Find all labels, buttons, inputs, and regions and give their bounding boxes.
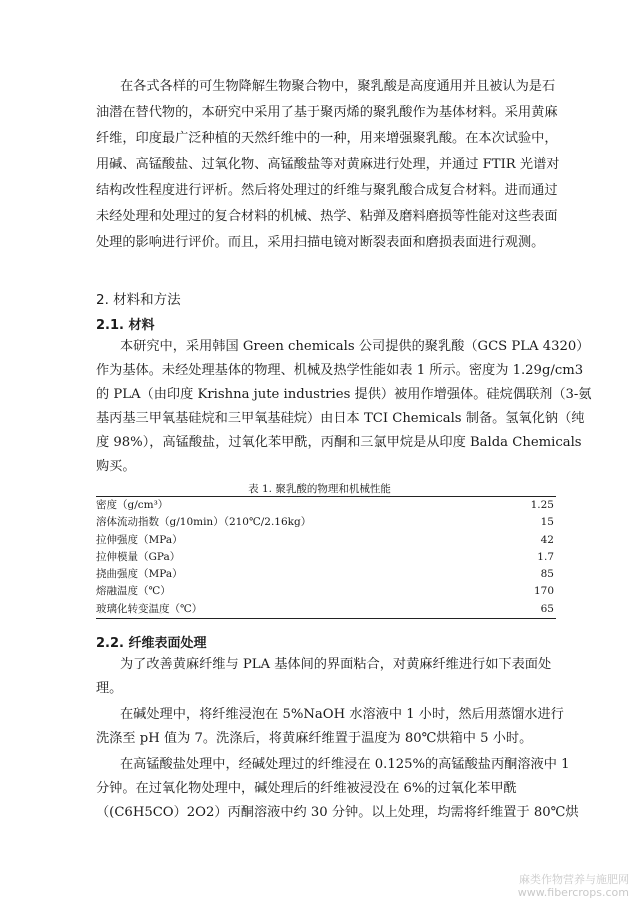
materials-line: 购买。 xyxy=(96,459,136,474)
property-value: 1.7 xyxy=(537,550,554,563)
intro-line: 用碱、高锰酸盐、过氧化物、高锰酸盐等对黄麻进行处理，并通过 FTIR 光谱对 xyxy=(96,157,560,172)
section-heading-2: 2. 材料和方法 xyxy=(96,292,181,308)
property-name: 溶体流动指数（g/10min）（210℃/2.16kg） xyxy=(96,516,312,529)
intro-line: 在各式各样的可生物降解生物聚合物中，聚乳酸是高度通用并且被认为是石 xyxy=(120,79,556,94)
table-row xyxy=(96,514,556,531)
table-row xyxy=(96,566,556,583)
treatment-line: 在高锰酸盐处理中，经碱处理过的纤维浸在 0.125%的高锰酸盐丙酮溶液中 1 xyxy=(120,757,570,772)
property-name: 拉伸模量（GPa） xyxy=(96,550,181,563)
property-name: 密度（g/cm³） xyxy=(96,499,169,511)
intro-line: 未经处理和处理过的复合材料的机械、热学、粘弹及磨料磨损等性能对这些表面 xyxy=(96,209,558,224)
treatment-line: 在碱处理中，将纤维浸泡在 5%NaOH 水溶液中 1 小时，然后用蒸馏水进行 xyxy=(120,707,564,722)
site-watermark xyxy=(518,873,629,899)
treatment-line: 洗涤至 pH 值为 7。洗涤后，将黄麻纤维置于温度为 80℃烘箱中 5 小时。 xyxy=(96,731,533,746)
properties-table xyxy=(96,496,556,619)
materials-line: 作为基体。未经处理基体的物理、机械及热学性能如表 1 所示。密度为 1.29g/cm3 xyxy=(96,363,584,378)
treatment-line: 理。 xyxy=(96,681,123,696)
property-value: 170 xyxy=(533,585,554,598)
property-name: 拉伸强度（MPa） xyxy=(96,533,183,546)
property-value: 85 xyxy=(540,568,554,581)
section-heading-2-2: 2.2. 纤维表面处理 xyxy=(96,636,207,651)
intro-line: 处理的影响进行评价。而且，采用扫描电镜对断裂表面和磨损表面进行观测。 xyxy=(96,235,545,250)
table-row xyxy=(96,583,556,600)
watermark-title: 麻类作物营养与施肥网 xyxy=(519,873,629,886)
property-value: 1.25 xyxy=(530,499,554,511)
property-name: 挠曲强度（MPa） xyxy=(96,568,183,581)
intro-line: 油潜在替代物的，本研究中采用了基于聚丙烯的聚乳酸作为基体材料。采用黄麻 xyxy=(96,105,558,120)
property-value: 42 xyxy=(540,533,554,546)
watermark-url: www.fibercrops.com xyxy=(517,886,629,899)
materials-line: 的 PLA（由印度 Krishna jute industries 提供）被用作增强体。硅烷偶联剂（3-氨 xyxy=(96,387,592,402)
section-heading-2-1: 2.1. 材料 xyxy=(96,318,155,333)
table-caption: 表 1. 聚乳酸的物理和机械性能 xyxy=(248,483,391,495)
table-row xyxy=(96,497,556,515)
materials-line: 基丙基三甲氧基硅烷和三甲氧基硅烷）由日本 TCI Chemicals 制备。氢氧化钠（纯 xyxy=(96,411,585,426)
property-value: 65 xyxy=(540,602,554,615)
table-row xyxy=(96,601,556,619)
intro-line: 纤维，印度最广泛种植的天然纤维中的一种，用来增强聚乳酸。在本次试验中， xyxy=(96,131,558,146)
materials-line: 本研究中，采用韩国 Green chemicals 公司提供的聚乳酸（GCS PLA 4320） xyxy=(120,339,590,354)
property-name: 玻璃化转变温度（℃） xyxy=(96,602,203,615)
treatment-line: 为了改善黄麻纤维与 PLA 基体间的界面粘合，对黄麻纤维进行如下表面处 xyxy=(120,657,552,672)
property-name: 熔融温度（℃） xyxy=(96,585,171,598)
table-row xyxy=(96,549,556,566)
property-value: 15 xyxy=(540,516,554,529)
table-row xyxy=(96,532,556,549)
treatment-line: 分钟。在过氧化物处理中，碱处理后的纤维被浸没在 6%的过氧化苯甲酰 xyxy=(96,781,517,796)
materials-line: 度 98%），高锰酸盐，过氧化苯甲酰，丙酮和三氯甲烷是从印度 Balda Chemicals xyxy=(96,435,582,450)
treatment-line: （(C6H5CO）2O2）丙酮溶液中约 30 分钟。以上处理，均需将纤维置于 80℃烘 xyxy=(96,805,579,820)
intro-line: 结构改性程度进行评析。然后将处理过的纤维与聚乳酸合成复合材料。进而通过 xyxy=(96,183,558,198)
